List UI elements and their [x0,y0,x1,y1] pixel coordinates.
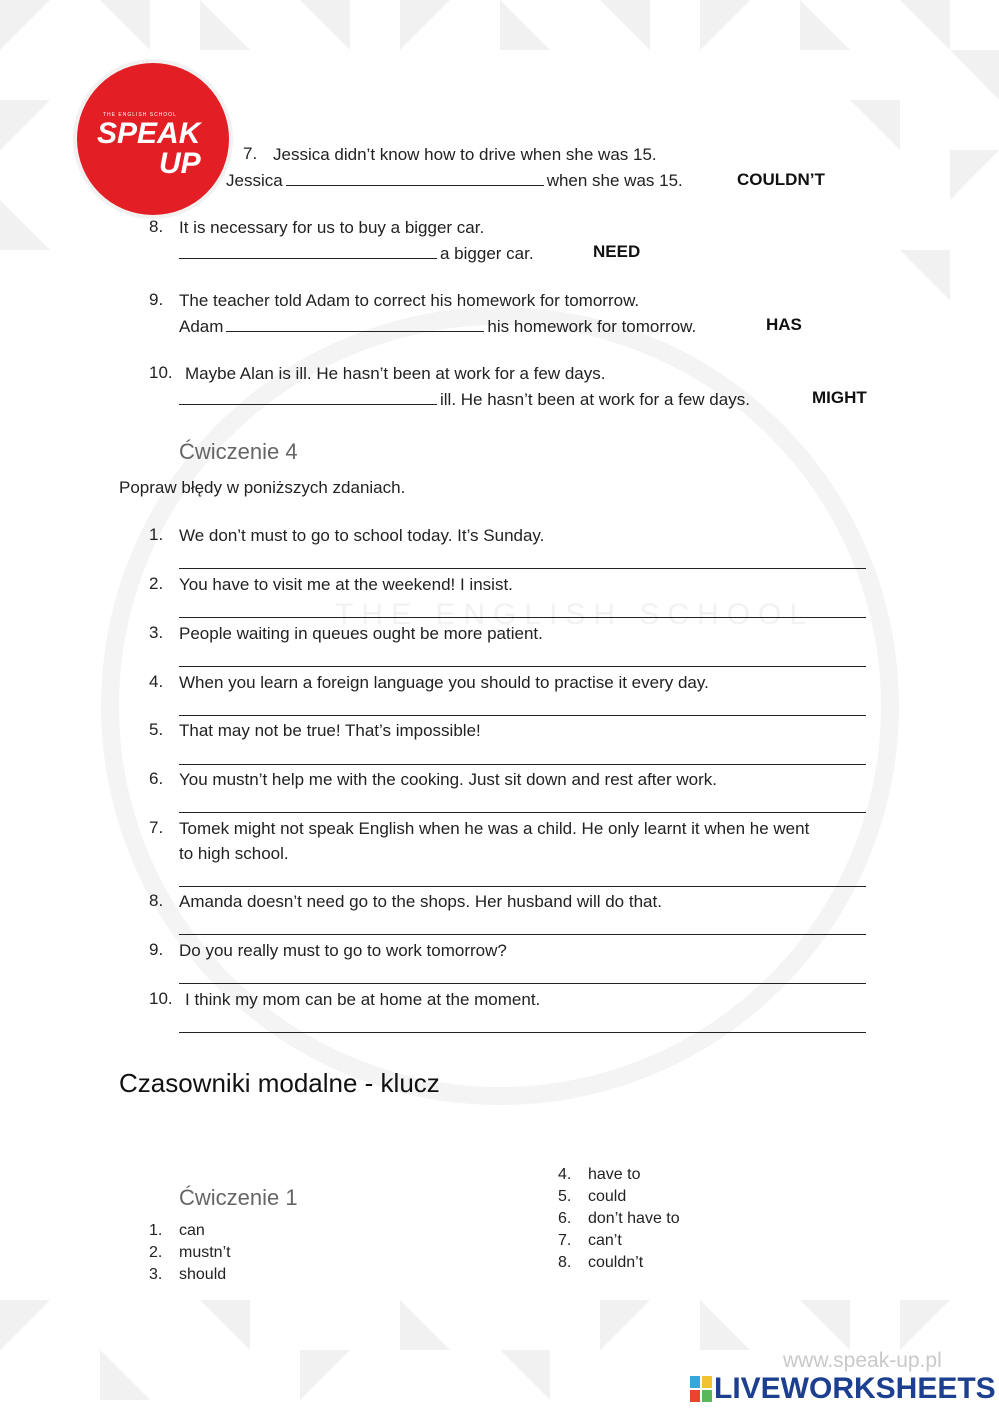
ex4-item-text: When you learn a foreign language you should to practise it every day. [179,673,709,692]
key-item-text: couldn’t [588,1254,644,1271]
ex3-item-sentence: Jessica didn’t know how to drive when she was 15. [273,145,657,164]
ex3-item-sentence: It is necessary for us to buy a bigger car. [179,218,485,237]
ex4-item-text: You have to visit me at the weekend! I insist. [179,575,513,594]
key-item-number: 1. [149,1222,163,1239]
ex4-item-number: 6. [149,769,164,788]
ex4-answer-line[interactable] [179,983,866,984]
ex3-answer-blank[interactable] [286,169,544,186]
key-item-number: 5. [558,1188,572,1205]
ex3-item-sentence: The teacher told Adam to correct his homework for tomorrow. [179,291,640,310]
ex4-item-text-continued: to high school. [179,844,289,863]
key-item-text: could [588,1188,627,1205]
answer-key-title: Czasowniki modalne - klucz [119,1068,440,1098]
ex4-item-number: 1. [149,525,164,544]
ex3-item-number: 10. [149,363,173,382]
logo-up-text: UP [159,147,201,180]
logo-small-text: THE ENGLISH SCHOOL [103,112,177,118]
key-item-text: can’t [588,1232,622,1249]
ex3-item-prefix: Adam [179,317,224,336]
ex4-item-number: 2. [149,574,164,593]
ex3-item-prefix: Jessica [226,171,283,190]
ex3-answer-blank[interactable] [179,242,437,259]
key-item-number: 3. [149,1266,163,1283]
ex3-keyword: NEED [593,242,641,261]
ex3-item-answer-row [176,388,750,411]
ex4-answer-line[interactable] [179,617,866,618]
key-item-text: mustn’t [179,1244,231,1261]
ex4-answer-line[interactable] [179,715,866,716]
ex4-item-text: People waiting in queues ought be more patient. [179,624,543,643]
key-item-text: don’t have to [588,1210,680,1227]
ex3-item-sentence: Maybe Alan is ill. He hasn’t been at work for a few days. [185,364,606,383]
ex4-item-number: 3. [149,623,164,642]
exercise-4-instruction: Popraw błędy w poniższych zdaniach. [119,478,406,497]
ex4-item-text: Tomek might not speak English when he was a child. He only learnt it when he went [179,819,810,838]
key-item-number: 6. [558,1210,572,1227]
watermark-top-text: THE ENGLISH SCHOOL [335,598,815,631]
ex3-answer-blank[interactable] [226,315,484,332]
key-item-text: have to [588,1166,641,1183]
liveworksheets-brand: LIVEWORKSHEETS [714,1372,996,1405]
ex4-answer-line[interactable] [179,568,866,569]
ex3-item-number: 7. [243,144,258,163]
ex4-item-number: 9. [149,940,164,959]
ex3-item-answer-row [226,169,683,192]
ex4-answer-line[interactable] [179,1032,866,1033]
exercise-4-title: Ćwiczenie 4 [179,439,298,464]
ex3-item-suffix: ill. He hasn’t been at work for a few days. [440,390,750,409]
ex4-item-text: I think my mom can be at home at the moment. [185,990,541,1009]
ex3-answer-blank[interactable] [179,388,437,405]
ex3-item-number: 9. [149,290,164,309]
ex4-answer-line[interactable] [179,812,866,813]
ex4-answer-line[interactable] [179,666,866,667]
ex3-item-answer-row [179,315,696,338]
footer-url: www.speak-up.pl [783,1349,942,1372]
ex4-item-number: 8. [149,891,164,910]
ex4-answer-line[interactable] [179,764,866,765]
ex3-keyword: MIGHT [812,388,867,407]
ex4-item-number: 7. [149,818,164,837]
key-item-number: 8. [558,1254,572,1271]
ex4-item-text: You mustn’t help me with the cooking. Just sit down and rest after work. [179,770,717,789]
ex3-item-answer-row [176,242,534,265]
ex3-item-number: 8. [149,217,164,236]
ex3-item-suffix: when she was 15. [546,171,683,190]
key-item-number: 7. [558,1232,572,1249]
logo-speak-text: SPEAK [97,117,201,150]
ex3-item-suffix: a bigger car. [440,244,534,263]
ex4-item-number: 5. [149,720,164,739]
key-item-text: should [179,1266,227,1283]
key-item-text: can [179,1222,205,1239]
ex4-answer-line[interactable] [179,886,866,887]
liveworksheets-logo [690,1372,996,1406]
ex3-item-suffix: his homework for tomorrow. [487,317,697,336]
liveworksheets-icon [690,1376,712,1402]
key-exercise-1-title: Ćwiczenie 1 [179,1185,298,1210]
ex4-answer-line[interactable] [179,934,866,935]
key-item-number: 2. [149,1244,163,1261]
ex4-item-number: 4. [149,672,164,691]
speak-up-logo [77,63,229,215]
ex3-keyword: COULDN’T [737,170,825,189]
ex4-item-text: That may not be true! That’s impossible! [179,721,481,740]
ex4-item-number: 10. [149,989,173,1008]
ex4-item-text: Amanda doesn’t need go to the shops. Her husband will do that. [179,892,662,911]
ex3-keyword: HAS [766,315,802,334]
ex4-item-text: We don’t must to go to school today. It’s Sunday. [179,526,545,545]
key-item-number: 4. [558,1166,572,1183]
ex4-item-text: Do you really must to go to work tomorrow? [179,941,507,960]
